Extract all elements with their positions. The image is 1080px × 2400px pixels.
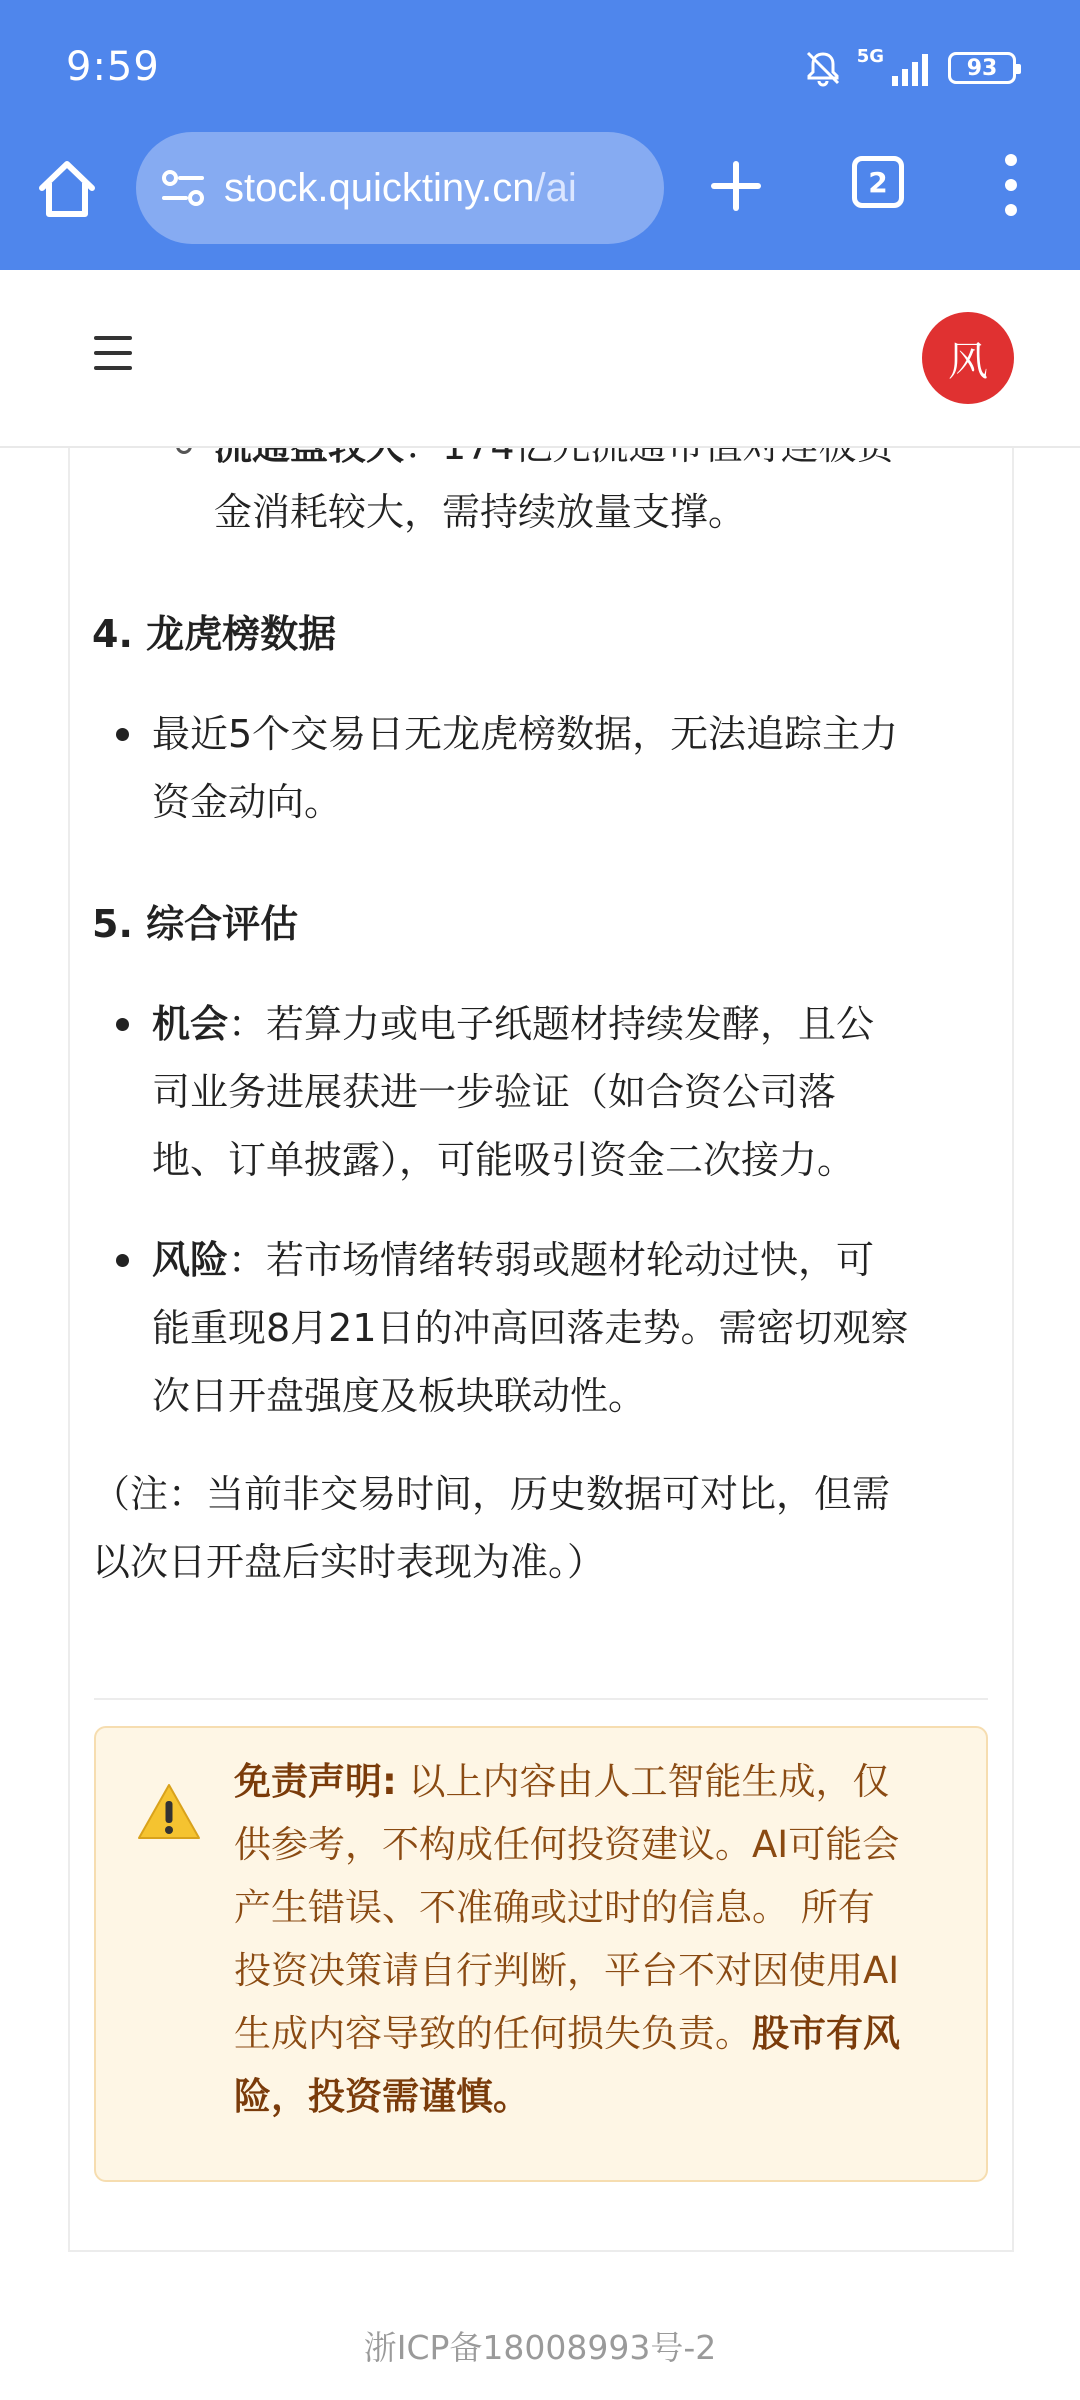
- risk-line3: 次日开盘强度及板块联动性。: [152, 1374, 647, 1418]
- disclaimer-line2: 供参考，不构成任何投资建议。AI可能会: [234, 1823, 900, 1866]
- section-4-bullet-line2: 资金动向。: [152, 780, 343, 824]
- disclaimer-line1: 以上内容由人工智能生成，仅: [396, 1760, 890, 1803]
- risk-line2: 能重现8月21日的冲高回落走势。需密切观察: [152, 1306, 909, 1350]
- section-4-title: 4. 龙虎榜数据: [92, 612, 337, 656]
- section-5-title: 5. 综合评估: [92, 902, 299, 946]
- risk-label: 风险: [152, 1238, 229, 1282]
- opportunity-line2: 司业务进展获进一步验证（如合资公司落: [152, 1070, 837, 1114]
- opportunity-label: 机会: [152, 1002, 229, 1046]
- avatar[interactable]: 风: [922, 312, 1014, 404]
- hamburger-menu-icon[interactable]: [94, 336, 132, 370]
- disclaimer-line3: 产生错误、不准确或过时的信息。 所有: [234, 1886, 875, 1929]
- opportunity-line1: [152, 990, 874, 1058]
- opportunity-text: ：若算力或电子纸题材持续发酵，且公: [228, 1002, 875, 1046]
- risk-line1: [152, 1226, 874, 1294]
- url-path: /ai: [534, 165, 577, 210]
- disclaimer-title: 免责声明:: [234, 1760, 397, 1803]
- risk-text: ：若市场情绪转弱或题材轮动过快，可: [228, 1238, 875, 1282]
- note-line2: 以次日开盘后实时表现为准。）: [92, 1540, 606, 1584]
- divider: [94, 1698, 988, 1700]
- warning-icon: [136, 1782, 202, 1842]
- network-type: 5G: [856, 46, 884, 67]
- bullet-marker: [116, 728, 129, 741]
- tab-count: 2: [868, 165, 888, 199]
- section-4-bullet-line1: 最近5个交易日无龙虎榜数据，无法追踪主力: [152, 712, 899, 756]
- battery-level: 93: [966, 55, 998, 81]
- status-time: 9:59: [66, 44, 160, 90]
- disclaimer-line5: 生成内容导致的任何损失负责。: [234, 2012, 752, 2055]
- site-header: [0, 270, 1080, 448]
- disclaimer-box: [94, 1726, 988, 2182]
- bullet-marker: [116, 1018, 129, 1031]
- note-line1: （注：当前非交易时间，历史数据可对比，但需: [92, 1472, 891, 1516]
- opportunity-line3: 地、订单披露），可能吸引资金二次接力。: [152, 1138, 856, 1182]
- icp-footer[interactable]: 浙ICP备18008993号-2: [363, 2328, 717, 2367]
- disclaimer-warning-2: 险，投资需谨慎。: [234, 2075, 530, 2118]
- disclaimer-line4: 投资决策请自行判断，平台不对因使用AI: [234, 1949, 900, 1992]
- disclaimer-warning-1: 股市有风: [752, 2012, 900, 2055]
- bullet-marker: [116, 1254, 129, 1267]
- disclaimer-text: [234, 1750, 964, 2128]
- partial-sub-line2: 金消耗较大，需持续放量支撑。: [214, 490, 747, 534]
- url-host: stock.quicktiny.cn: [224, 165, 535, 210]
